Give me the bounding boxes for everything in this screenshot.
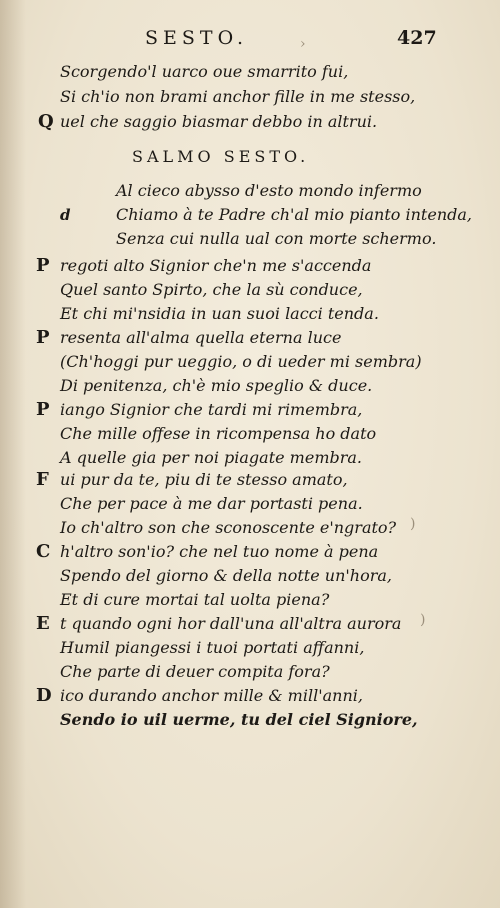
stanza-initial: P <box>36 327 50 348</box>
show-through-mark: › <box>300 36 306 52</box>
stanza-initial: F <box>36 469 49 490</box>
verse-line: Et di cure mortai tal uolta piena? <box>60 590 330 609</box>
verse-line: resenta all'alma quella eterna luce <box>60 328 342 347</box>
verse-line: iango Signior che tardi mi rimembra, <box>60 400 363 419</box>
verse-line: regoti alto Signior che'n me s'accenda <box>60 256 372 275</box>
show-through-mark: ) <box>410 516 416 532</box>
verse-line: Al cieco abysso d'esto mondo infermo <box>116 181 422 200</box>
verse-line: Io ch'altro son che sconoscente e'ngrato? <box>60 518 397 537</box>
verse-line: Si ch'io non brami anchor fille in me stesso, <box>60 87 416 106</box>
page-number: 427 <box>397 27 437 49</box>
verse-line: t quando ogni hor dall'una all'altra aurora <box>60 614 402 633</box>
verse-line: A quelle gia per noi piagate membra. <box>60 448 363 467</box>
stanza-initial: C <box>36 541 51 562</box>
verse-line: Che per pace à me dar portasti pena. <box>60 494 363 513</box>
verse-line: Che parte di deuer compita fora? <box>60 662 330 681</box>
stanza-initial: D <box>36 685 52 706</box>
verse-line: Che mille offese in ricompensa ho dato <box>60 424 377 443</box>
verse-line: h'altro son'io? che nel tuo nome à pena <box>60 542 379 561</box>
verse-line: (Ch'hoggi pur ueggio, o di ueder mi sembra) <box>60 352 422 371</box>
initial-guide-letter: d <box>60 206 71 224</box>
verse-line: ui pur da te, piu di te stesso amato, <box>60 470 348 489</box>
verse-line: ico durando anchor mille & mill'anni, <box>60 686 363 705</box>
verse-line: uel che saggio biasmar debbo in altrui. <box>60 112 378 131</box>
stanza-initial: P <box>36 255 50 276</box>
verse-line: Senza cui nulla ual con morte schermo. <box>116 229 437 248</box>
verse-line: Sendo io uil uerme, tu del ciel Signiore, <box>60 710 418 729</box>
verse-line: Quel santo Spirto, che la sù conduce, <box>60 280 363 299</box>
verse-line: Chiamo à te Padre ch'al mio pianto intenda, <box>116 205 472 224</box>
verse-line: Di penitenza, ch'è mio speglio & duce. <box>60 376 373 395</box>
verse-line: Humil piangessi i tuoi portati affanni, <box>60 638 365 657</box>
stanza-initial: P <box>36 399 50 420</box>
running-head: SESTO. <box>145 27 249 49</box>
page-gutter-shadow <box>0 0 26 908</box>
verse-line: Scorgendo'l uarco oue smarrito fui, <box>60 62 349 81</box>
stanza-initial: E <box>36 613 50 634</box>
psalm-title: SALMO SESTO. <box>132 147 310 166</box>
verse-line: Spendo del giorno & della notte un'hora, <box>60 566 392 585</box>
verse-line: Et chi mi'nsidia in uan suoi lacci tenda. <box>60 304 379 323</box>
show-through-mark: ) <box>420 612 426 628</box>
stanza-initial: Q <box>38 111 54 132</box>
page-header <box>0 27 500 53</box>
